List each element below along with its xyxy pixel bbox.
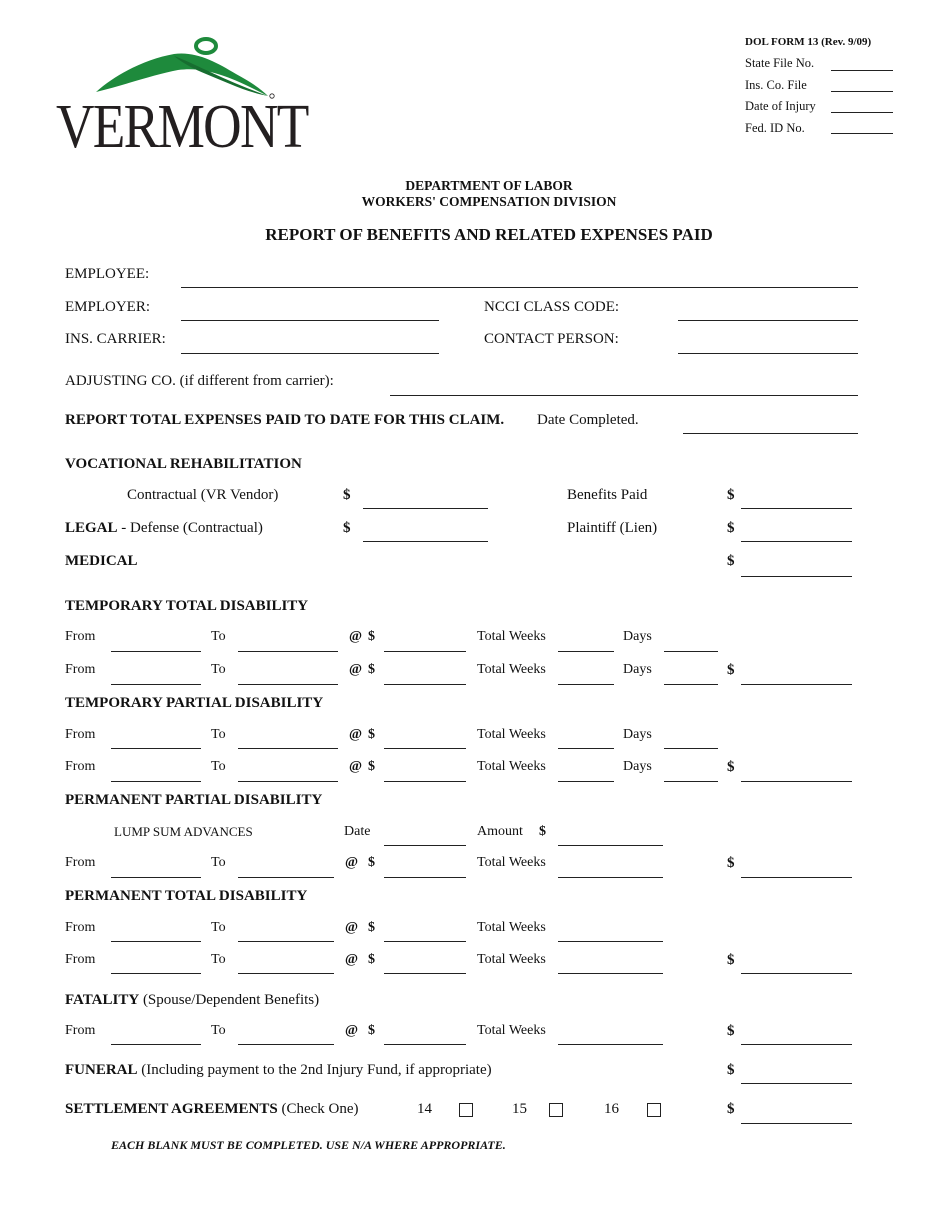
settlement-option-16-label: 16 [604, 1101, 619, 1117]
dollar-sign: $ [539, 824, 546, 839]
ins-co-file-input[interactable] [831, 91, 893, 92]
adjusting-input[interactable] [390, 395, 858, 396]
from-label: From [65, 1023, 96, 1038]
to-label: To [211, 759, 226, 774]
employer-input[interactable] [181, 320, 439, 321]
fatality-heading: FATALITY [65, 992, 140, 1008]
adjusting-label: ADJUSTING CO. (if different from carrier): [65, 373, 334, 389]
ttd-weeks-input-1[interactable] [558, 651, 614, 652]
ptd-weeks-input-2[interactable] [558, 973, 663, 974]
ttd-to-input-1[interactable] [238, 651, 338, 652]
total-weeks-label: Total Weeks [477, 759, 546, 774]
legal-defense-label: - Defense (Contractual) [117, 520, 263, 536]
state-file-label: State File No. [745, 56, 815, 70]
ttd-days-input-1[interactable] [664, 651, 718, 652]
report-title: REPORT OF BENEFITS AND RELATED EXPENSES PAID [265, 225, 713, 244]
total-weeks-label: Total Weeks [477, 727, 546, 742]
fatality-note: (Spouse/Dependent Benefits) [139, 992, 320, 1008]
tpd-days-input-2[interactable] [664, 781, 718, 782]
from-label: From [65, 855, 96, 870]
legal-plaintiff-label: Plaintiff (Lien) [567, 520, 658, 536]
to-label: To [211, 952, 226, 967]
carrier-label: INS. CARRIER: [65, 331, 166, 347]
dollar-sign: $ [727, 662, 735, 678]
at-sign: @ [349, 727, 363, 742]
vr-benefits-input[interactable] [741, 508, 852, 509]
settlement-14-checkbox[interactable] [459, 1103, 473, 1117]
settlement-note: (Check One) [277, 1101, 359, 1117]
fed-id-input[interactable] [831, 133, 893, 134]
dollar-sign: $ [368, 629, 375, 644]
legal-defense-input[interactable] [363, 541, 488, 542]
days-label: Days [623, 759, 652, 774]
dept-line-1: DEPARTMENT OF LABOR [405, 178, 573, 193]
funeral-heading: FUNERAL [65, 1062, 138, 1078]
dollar-sign: $ [727, 1101, 735, 1117]
ttd-from-input-1[interactable] [111, 651, 201, 652]
dollar-sign: $ [727, 520, 735, 536]
date-of-injury-input[interactable] [831, 112, 893, 113]
ncci-input[interactable] [678, 320, 858, 321]
tpd-days-input-1[interactable] [664, 748, 718, 749]
tpd-heading: TEMPORARY PARTIAL DISABILITY [65, 695, 324, 711]
from-label: From [65, 920, 96, 935]
ppd-heading: PERMANENT PARTIAL DISABILITY [65, 792, 323, 808]
total-weeks-label: Total Weeks [477, 662, 546, 677]
settlement-heading: SETTLEMENT AGREEMENTS [65, 1101, 278, 1117]
settlement-16-checkbox[interactable] [647, 1103, 661, 1117]
ppd-to-input[interactable] [238, 877, 334, 878]
ppd-total-input[interactable] [741, 877, 852, 878]
to-label: To [211, 1023, 226, 1038]
settlement-row-label [65, 1101, 359, 1118]
at-sign: @ [345, 920, 359, 935]
ptd-total-input[interactable] [741, 973, 852, 974]
ppd-rate-input[interactable] [384, 877, 466, 878]
ttd-total-input[interactable] [741, 684, 852, 685]
ptd-heading: PERMANENT TOTAL DISABILITY [65, 888, 308, 904]
ptd-to-input-2[interactable] [238, 973, 334, 974]
dollar-sign: $ [727, 487, 735, 503]
dollar-sign: $ [368, 1023, 375, 1038]
from-label: From [65, 952, 96, 967]
funeral-input[interactable] [741, 1083, 852, 1084]
employee-input[interactable] [181, 287, 858, 288]
total-weeks-label: Total Weeks [477, 629, 546, 644]
lump-sum-date-input[interactable] [384, 845, 466, 846]
from-label: From [65, 662, 96, 677]
date-completed-label: Date Completed. [537, 412, 639, 428]
dollar-sign: $ [343, 487, 351, 503]
to-label: To [211, 920, 226, 935]
ncci-label: NCCI CLASS CODE: [484, 299, 620, 315]
to-label: To [211, 727, 226, 742]
to-label: To [211, 855, 226, 870]
settlement-option-14-label: 14 [417, 1101, 432, 1117]
lump-sum-label: LUMP SUM ADVANCES [114, 824, 253, 839]
logo-wordmark: VERMONT [56, 93, 308, 161]
total-weeks-label: Total Weeks [477, 1023, 546, 1038]
lump-sum-amount-input[interactable] [558, 845, 663, 846]
tpd-to-input-2[interactable] [238, 781, 338, 782]
date-of-injury-label: Date of Injury [745, 99, 816, 113]
settlement-option-15-label: 15 [512, 1101, 527, 1117]
legal-row-label [65, 520, 263, 537]
total-weeks-label: Total Weeks [477, 920, 546, 935]
vr-benefits-label: Benefits Paid [567, 487, 648, 503]
dollar-sign: $ [368, 920, 375, 935]
dollar-sign: $ [368, 759, 375, 774]
ttd-rate-input-1[interactable] [384, 651, 466, 652]
voc-rehab-heading: VOCATIONAL REHABILITATION [65, 456, 302, 472]
tpd-from-input-2[interactable] [111, 781, 201, 782]
dollar-sign: $ [368, 855, 375, 870]
ppd-amount-label: Amount [477, 824, 523, 839]
ppd-date-label: Date [344, 824, 371, 839]
ttd-heading: TEMPORARY TOTAL DISABILITY [65, 598, 309, 614]
at-sign: @ [345, 1023, 359, 1038]
ptd-from-input-1[interactable] [111, 941, 201, 942]
ptd-weeks-input-1[interactable] [558, 941, 663, 942]
total-weeks-label: Total Weeks [477, 952, 546, 967]
fatality-to-input[interactable] [238, 1044, 334, 1045]
dept-line-2: WORKERS' COMPENSATION DIVISION [361, 194, 617, 209]
ptd-rate-input-1[interactable] [384, 941, 466, 942]
at-sign: @ [349, 662, 363, 677]
tpd-rate-input-2[interactable] [384, 781, 466, 782]
fed-id-label: Fed. ID No. [745, 121, 805, 135]
settlement-15-checkbox[interactable] [549, 1103, 563, 1117]
tpd-rate-input-1[interactable] [384, 748, 466, 749]
fatality-weeks-input[interactable] [558, 1044, 663, 1045]
fatality-total-input[interactable] [741, 1044, 852, 1045]
state-file-input[interactable] [831, 70, 893, 71]
vermont-logo [56, 34, 311, 159]
tpd-weeks-input-2[interactable] [558, 781, 614, 782]
at-sign: @ [349, 629, 363, 644]
ttd-weeks-input-2[interactable] [558, 684, 614, 685]
employer-label: EMPLOYER: [65, 299, 151, 315]
ttd-from-input-2[interactable] [111, 684, 201, 685]
medical-input[interactable] [741, 576, 852, 577]
at-sign: @ [349, 759, 363, 774]
carrier-input[interactable] [181, 353, 439, 354]
settlement-input[interactable] [741, 1123, 852, 1124]
dollar-sign: $ [368, 952, 375, 967]
from-label: From [65, 727, 96, 742]
dollar-sign: $ [727, 1062, 735, 1078]
to-label: To [211, 662, 226, 677]
at-sign: @ [345, 855, 359, 870]
dollar-sign: $ [727, 855, 735, 871]
dollar-sign: $ [727, 952, 735, 968]
footer-note: EACH BLANK MUST BE COMPLETED. USE N/A WHERE APPROPRIATE. [111, 1138, 506, 1152]
dollar-sign: $ [368, 727, 375, 742]
tpd-from-input-1[interactable] [111, 748, 201, 749]
fatality-rate-input[interactable] [384, 1044, 466, 1045]
tpd-total-input[interactable] [741, 781, 852, 782]
ptd-from-input-2[interactable] [111, 973, 201, 974]
fatality-row-label [65, 992, 319, 1009]
funeral-row-label [65, 1062, 492, 1079]
dollar-sign: $ [343, 520, 351, 536]
vr-contractual-label: Contractual (VR Vendor) [127, 487, 279, 503]
legal-heading: LEGAL [65, 520, 118, 536]
dollar-sign: $ [368, 662, 375, 677]
employee-label: EMPLOYEE: [65, 266, 150, 282]
ttd-days-input-2[interactable] [664, 684, 718, 685]
legal-plaintiff-input[interactable] [741, 541, 852, 542]
ttd-to-input-2[interactable] [238, 684, 338, 685]
ptd-to-input-1[interactable] [238, 941, 334, 942]
tpd-to-input-1[interactable] [238, 748, 338, 749]
vr-contractual-input[interactable] [363, 508, 488, 509]
from-label: From [65, 629, 96, 644]
days-label: Days [623, 629, 652, 644]
contact-label: CONTACT PERSON: [484, 331, 619, 347]
dollar-sign: $ [727, 1023, 735, 1039]
days-label: Days [623, 727, 652, 742]
total-weeks-label: Total Weeks [477, 855, 546, 870]
ttd-rate-input-2[interactable] [384, 684, 466, 685]
days-label: Days [623, 662, 652, 677]
fatality-from-input[interactable] [111, 1044, 201, 1045]
contact-input[interactable] [678, 353, 858, 354]
form-id: DOL FORM 13 (Rev. 9/09) [745, 36, 872, 48]
ins-co-file-label: Ins. Co. File [745, 78, 807, 92]
tpd-weeks-input-1[interactable] [558, 748, 614, 749]
report-total-label: REPORT TOTAL EXPENSES PAID TO DATE FOR THIS CLAIM. [65, 412, 505, 428]
dollar-sign: $ [727, 553, 735, 569]
from-label: From [65, 759, 96, 774]
at-sign: @ [345, 952, 359, 967]
dollar-sign: $ [727, 759, 735, 775]
ppd-weeks-input[interactable] [558, 877, 663, 878]
medical-heading: MEDICAL [65, 553, 138, 569]
ppd-from-input[interactable] [111, 877, 201, 878]
to-label: To [211, 629, 226, 644]
funeral-note: (Including payment to the 2nd Injury Fund, if appropriate) [137, 1062, 492, 1078]
ptd-rate-input-2[interactable] [384, 973, 466, 974]
date-completed-input[interactable] [683, 433, 858, 434]
